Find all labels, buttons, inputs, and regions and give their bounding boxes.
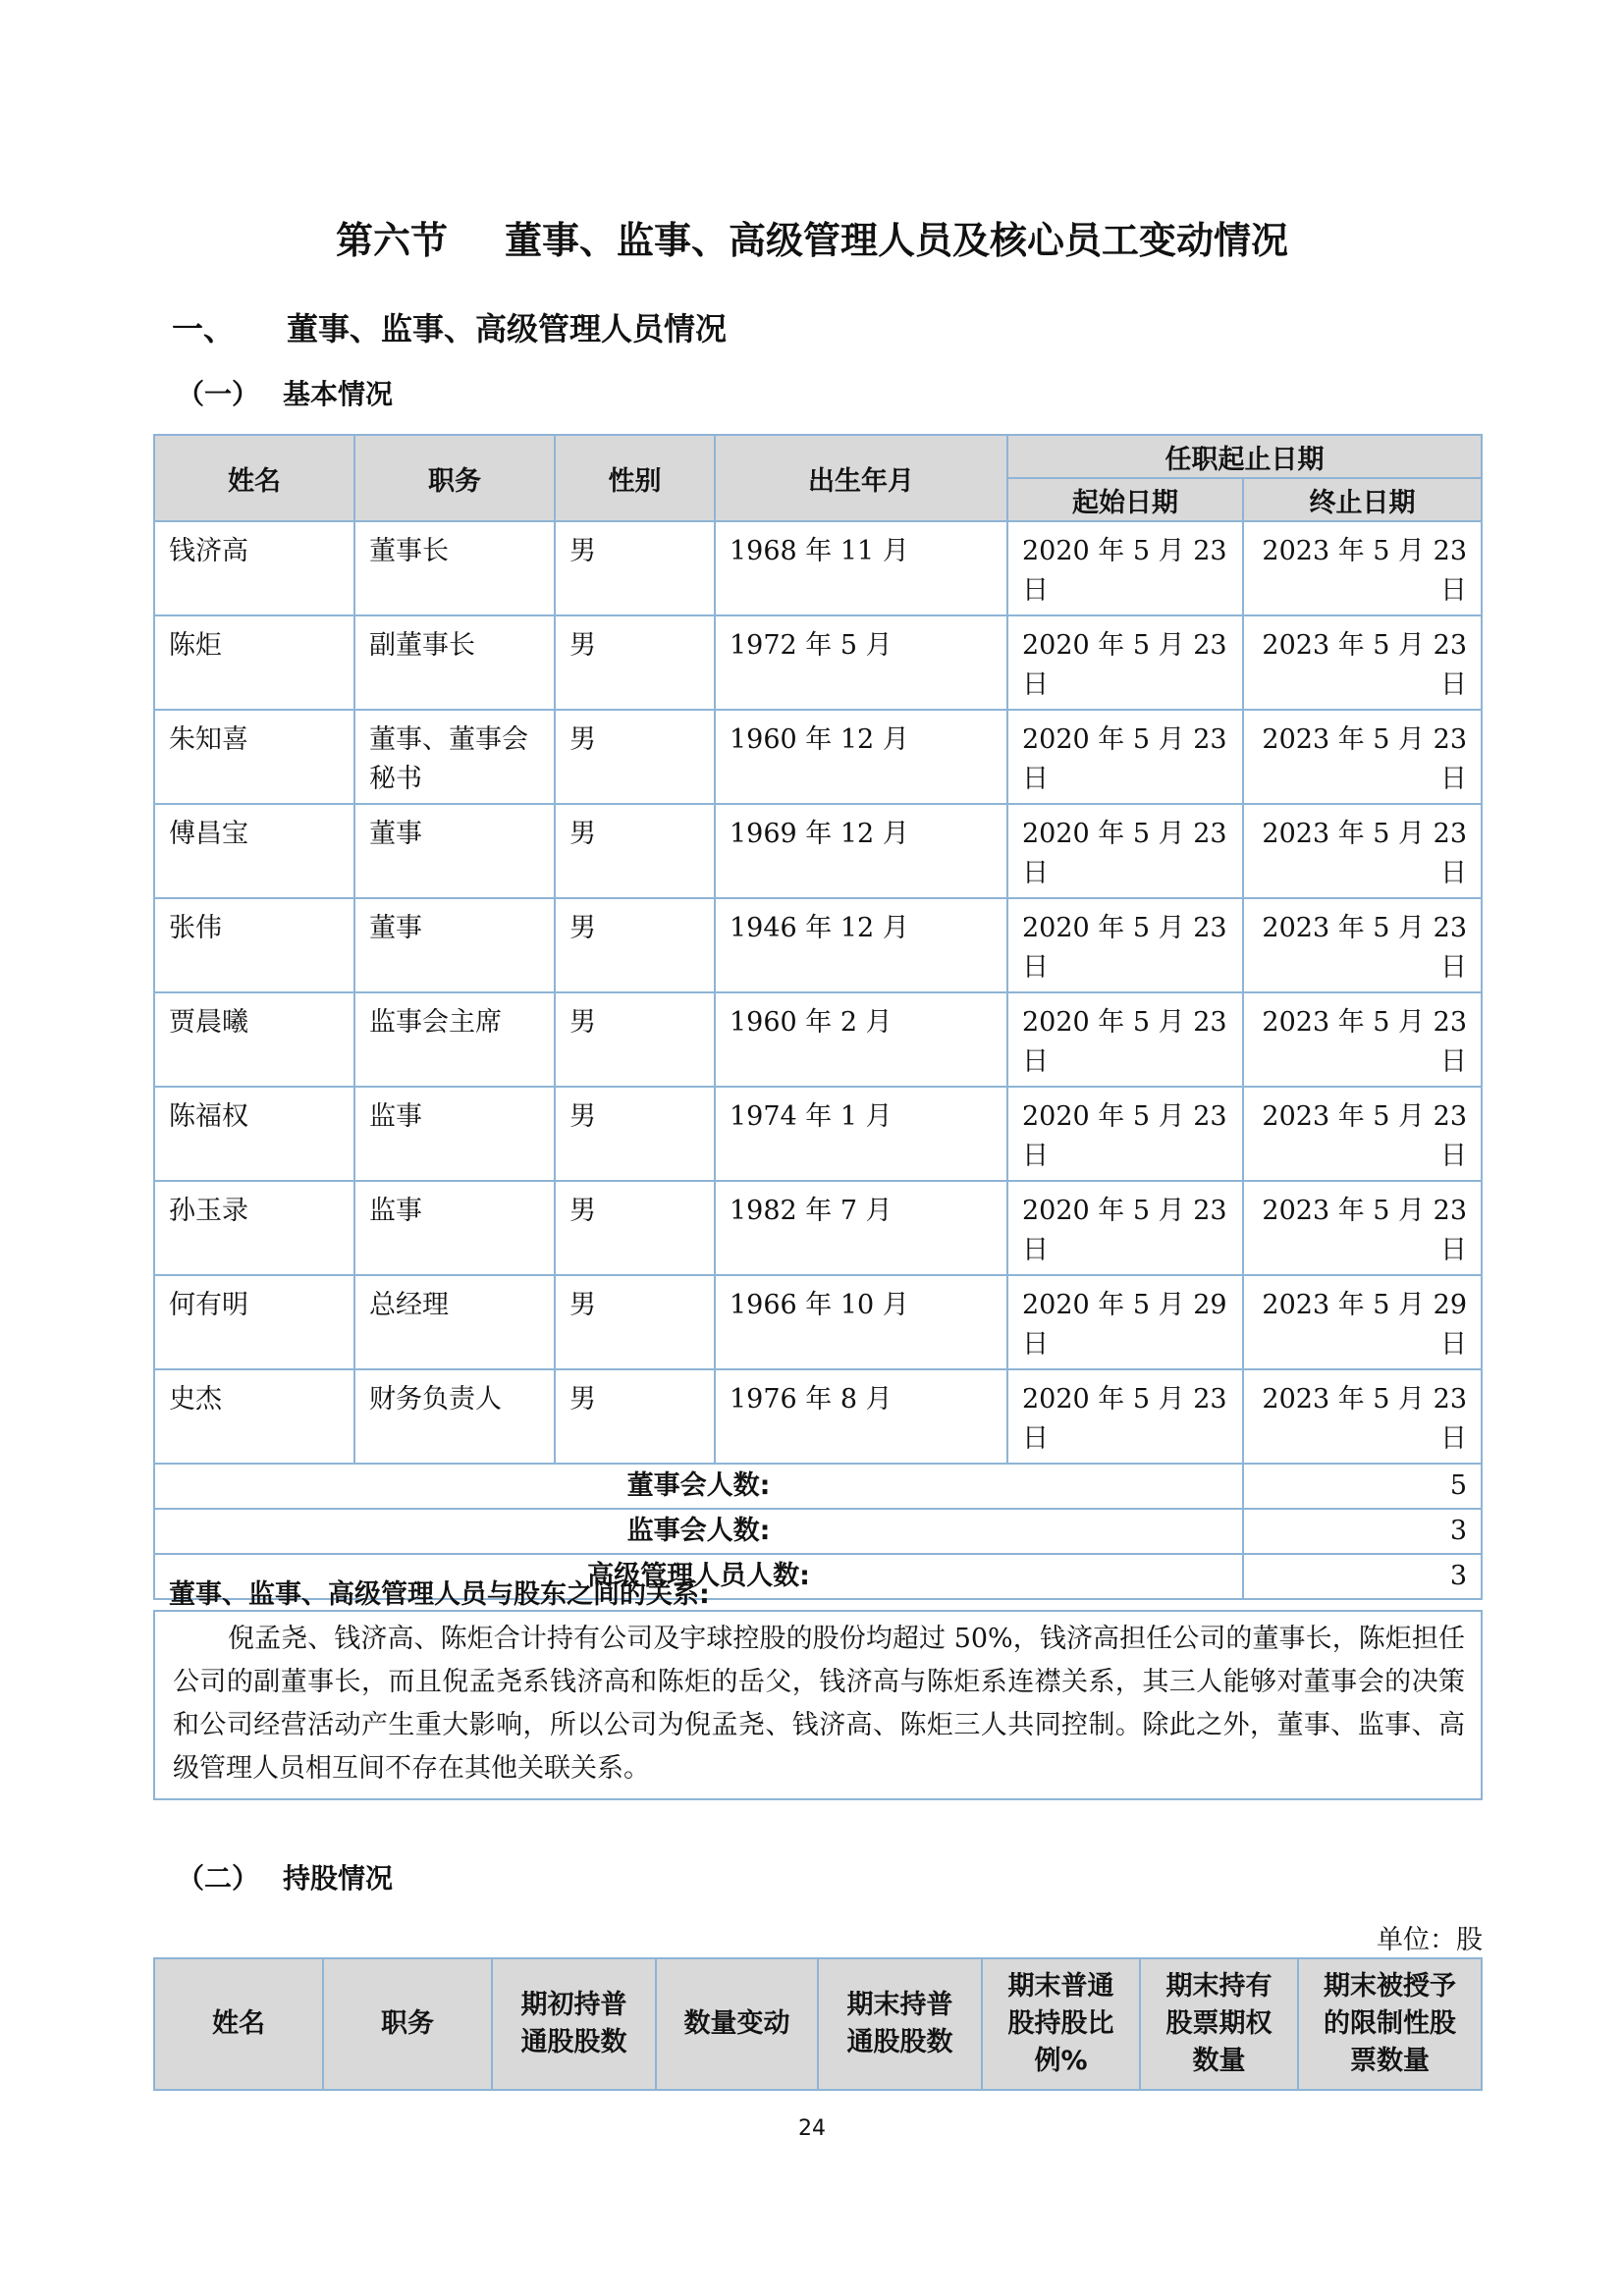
cell-start: 2020 年 5 月 29 日 bbox=[1007, 1275, 1243, 1369]
summary-value: 5 bbox=[1243, 1464, 1482, 1509]
cell-name: 贾晨曦 bbox=[154, 992, 354, 1087]
heading-holdings: （二） 持股情况 bbox=[177, 1862, 394, 1895]
cell-name: 孙玉录 bbox=[154, 1181, 354, 1275]
cell-position: 董事长 bbox=[354, 521, 555, 615]
cell-position: 董事 bbox=[354, 804, 555, 898]
cell-end: 2023 年 5 月 29 日 bbox=[1243, 1275, 1482, 1369]
header-start: 起始日期 bbox=[1007, 478, 1243, 521]
cell-birth: 1968 年 11 月 bbox=[715, 521, 1007, 615]
page-number: 24 bbox=[798, 2116, 826, 2141]
cell-birth: 1974 年 1 月 bbox=[715, 1087, 1007, 1181]
summary-value: 3 bbox=[1243, 1509, 1482, 1554]
holdings-header-change: 数量变动 bbox=[656, 1958, 818, 2090]
relation-text: 倪孟尧、钱济高、陈炬合计持有公司及宇球控股的股份均超过 50%，钱济高担任公司的董事长，陈炬担任公司的副董事长，而且倪孟尧系钱济高和陈炬的岳父，钱济高与陈炬系连襟关系，其三人能够对董事会的决策和公司经营活动产生重大影响，所以公司为倪孟尧、钱济高、陈炬三人共同控制。除此之外，董事、监事、高级管理人员相互间不存在其他关联关系。 bbox=[153, 1610, 1483, 1800]
cell-position: 总经理 bbox=[354, 1275, 555, 1369]
table-row bbox=[154, 1181, 1482, 1275]
cell-gender: 男 bbox=[555, 804, 715, 898]
table-row bbox=[154, 615, 1482, 710]
holdings-header-closing-shares: 期末持普通股股数 bbox=[818, 1958, 982, 2090]
header-position: 职务 bbox=[354, 435, 555, 521]
cell-birth: 1960 年 2 月 bbox=[715, 992, 1007, 1087]
cell-start: 2020 年 5 月 23 日 bbox=[1007, 1369, 1243, 1464]
cell-name: 陈福权 bbox=[154, 1087, 354, 1181]
cell-gender: 男 bbox=[555, 521, 715, 615]
holdings-header-position: 职务 bbox=[323, 1958, 492, 2090]
cell-end: 2023 年 5 月 23 日 bbox=[1243, 1087, 1482, 1181]
cell-birth: 1960 年 12 月 bbox=[715, 710, 1007, 804]
cell-end: 2023 年 5 月 23 日 bbox=[1243, 1369, 1482, 1464]
summary-label: 董事会人数: bbox=[154, 1464, 1243, 1509]
cell-end: 2023 年 5 月 23 日 bbox=[1243, 898, 1482, 992]
cell-end: 2023 年 5 月 23 日 bbox=[1243, 615, 1482, 710]
cell-position: 监事 bbox=[354, 1181, 555, 1275]
holdings-header-opening-shares: 期初持普通股股数 bbox=[492, 1958, 656, 2090]
cell-start: 2020 年 5 月 23 日 bbox=[1007, 615, 1243, 710]
heading-basic-info: （一） 基本情况 bbox=[177, 378, 394, 410]
cell-birth: 1946 年 12 月 bbox=[715, 898, 1007, 992]
cell-end: 2023 年 5 月 23 日 bbox=[1243, 710, 1482, 804]
cell-name: 史杰 bbox=[154, 1369, 354, 1464]
cell-gender: 男 bbox=[555, 615, 715, 710]
heading-directors: 一、 董事、监事、高级管理人员情况 bbox=[172, 310, 728, 347]
cell-gender: 男 bbox=[555, 1369, 715, 1464]
cell-name: 钱济高 bbox=[154, 521, 354, 615]
cell-start: 2020 年 5 月 23 日 bbox=[1007, 804, 1243, 898]
cell-gender: 男 bbox=[555, 710, 715, 804]
header-name: 姓名 bbox=[154, 435, 354, 521]
cell-birth: 1972 年 5 月 bbox=[715, 615, 1007, 710]
summary-row-board bbox=[154, 1464, 1482, 1509]
cell-position: 监事 bbox=[354, 1087, 555, 1181]
summary-label: 监事会人数: bbox=[154, 1509, 1243, 1554]
header-birth: 出生年月 bbox=[715, 435, 1007, 521]
cell-start: 2020 年 5 月 23 日 bbox=[1007, 521, 1243, 615]
cell-name: 傅昌宝 bbox=[154, 804, 354, 898]
cell-position: 董事 bbox=[354, 898, 555, 992]
cell-start: 2020 年 5 月 23 日 bbox=[1007, 1181, 1243, 1275]
summary-row-supervisors bbox=[154, 1509, 1482, 1554]
cell-gender: 男 bbox=[555, 898, 715, 992]
relation-title: 董事、监事、高级管理人员与股东之间的关系: bbox=[169, 1579, 710, 1610]
cell-name: 张伟 bbox=[154, 898, 354, 992]
basic-info-table bbox=[153, 434, 1483, 1600]
cell-name: 朱知喜 bbox=[154, 710, 354, 804]
cell-gender: 男 bbox=[555, 1181, 715, 1275]
summary-value: 3 bbox=[1243, 1554, 1482, 1599]
cell-position: 监事会主席 bbox=[354, 992, 555, 1087]
table-row bbox=[154, 898, 1482, 992]
cell-end: 2023 年 5 月 23 日 bbox=[1243, 804, 1482, 898]
section-title: 第六节 董事、监事、高级管理人员及核心员工变动情况 bbox=[335, 219, 1289, 262]
header-gender: 性别 bbox=[555, 435, 715, 521]
header-tenure: 任职起止日期 bbox=[1007, 435, 1482, 478]
unit-label: 单位：股 bbox=[1377, 1925, 1483, 1955]
cell-position: 董事、董事会秘书 bbox=[354, 710, 555, 804]
holdings-header-name: 姓名 bbox=[154, 1958, 323, 2090]
basic-info-body bbox=[154, 521, 1482, 1464]
cell-position: 财务负责人 bbox=[354, 1369, 555, 1464]
cell-end: 2023 年 5 月 23 日 bbox=[1243, 1181, 1482, 1275]
cell-birth: 1969 年 12 月 bbox=[715, 804, 1007, 898]
table-row bbox=[154, 992, 1482, 1087]
cell-gender: 男 bbox=[555, 1087, 715, 1181]
cell-gender: 男 bbox=[555, 1275, 715, 1369]
cell-birth: 1966 年 10 月 bbox=[715, 1275, 1007, 1369]
table-row bbox=[154, 1275, 1482, 1369]
cell-name: 陈炬 bbox=[154, 615, 354, 710]
holdings-header-restricted: 期末被授予的限制性股票数量 bbox=[1298, 1958, 1482, 2090]
holdings-header-row bbox=[154, 1958, 1482, 2090]
table-row bbox=[154, 710, 1482, 804]
table-row bbox=[154, 521, 1482, 615]
header-end: 终止日期 bbox=[1243, 478, 1482, 521]
cell-position: 副董事长 bbox=[354, 615, 555, 710]
cell-end: 2023 年 5 月 23 日 bbox=[1243, 992, 1482, 1087]
cell-birth: 1976 年 8 月 bbox=[715, 1369, 1007, 1464]
cell-gender: 男 bbox=[555, 992, 715, 1087]
summary-label: 高级管理人员人数: bbox=[154, 1554, 1243, 1599]
table-row bbox=[154, 1369, 1482, 1464]
table-row bbox=[154, 804, 1482, 898]
cell-birth: 1982 年 7 月 bbox=[715, 1181, 1007, 1275]
holdings-header-options: 期末持有股票期权数量 bbox=[1140, 1958, 1298, 2090]
cell-end: 2023 年 5 月 23 日 bbox=[1243, 521, 1482, 615]
table-row bbox=[154, 1087, 1482, 1181]
cell-name: 何有明 bbox=[154, 1275, 354, 1369]
cell-start: 2020 年 5 月 23 日 bbox=[1007, 710, 1243, 804]
cell-start: 2020 年 5 月 23 日 bbox=[1007, 898, 1243, 992]
cell-start: 2020 年 5 月 23 日 bbox=[1007, 1087, 1243, 1181]
cell-start: 2020 年 5 月 23 日 bbox=[1007, 992, 1243, 1087]
holdings-header-ratio: 期末普通股持股比例% bbox=[982, 1958, 1140, 2090]
holdings-table bbox=[153, 1957, 1483, 2091]
